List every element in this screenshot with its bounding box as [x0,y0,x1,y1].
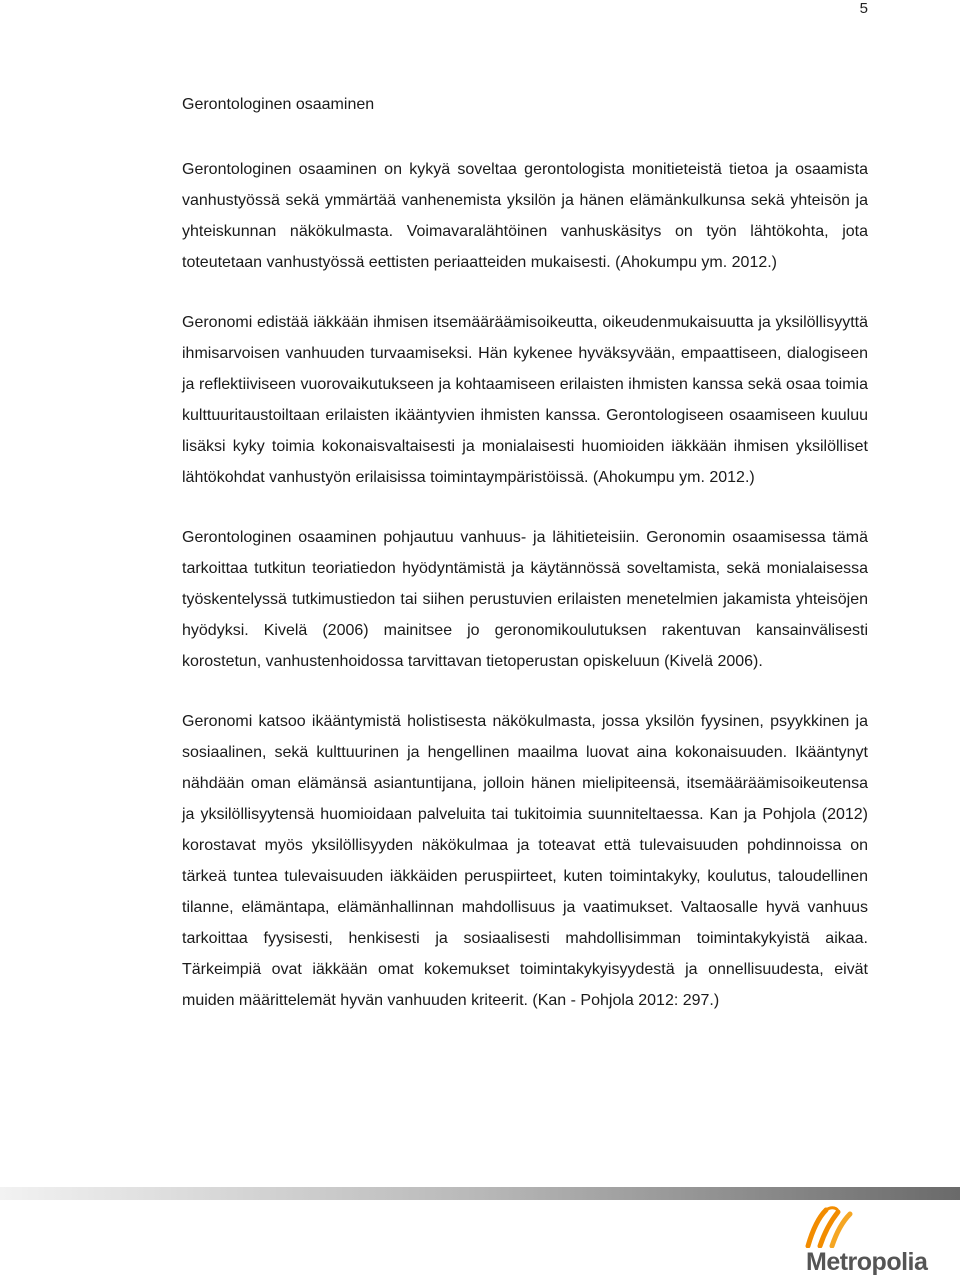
metropolia-swirl-icon [794,1204,874,1248]
paragraph-4: Geronomi katsoo ikääntymistä holistisesta näkökulmasta, jossa yksilön fyysinen, psyykkinen ja sosiaalinen, sekä kulttuurinen ja hengellinen maailma luovat aina kokonaisuuden. Ikääntynyt nähdään oman elämänsä asiantuntijana, jolloin hänen mielipiteensä, itsemääräämisoikeutensa ja yksilöllisyytensä huomioidaan palveluita tai tukitoimia suunniteltaessa. Kan ja Pohjola (2012) korostavat myös yksilöllisyyden näkökulmaa ja toteavat että tulevaisuuden pohdinnoissa on tärkeä tuntea tulevaisuuden iäkkäiden peruspiirteet, kuten toimintakyky, koulutus, taloudellinen tilanne, elämäntapa, elämänhallinnan mahdollisuus ja vaatimukset. Valtaosalle hyvä vanhuus tarkoittaa fyysisesti, henkisesti ja sosiaalisesti mahdollisimman toimintakykyistä aikaa. Tärkeimpiä ovat iäkkään omat kokemukset toimintakykyisyydestä ja onnellisuudesta, eivät muiden määrittelemät hyvän vanhuuden kriteerit. (Kan - Pohjola 2012: 297.) [182,713,868,1009]
section-heading: Gerontologinen osaaminen [182,96,375,113]
paragraph-1: Gerontologinen osaaminen on kykyä soveltaa gerontologista monitieteistä tietoa ja osaamista vanhustyössä sekä ymmärtää vanhenemista yksilön ja hänen elämänkulkunsa sekä yhteisön ja yhteiskunnan näkökulmasta. Voimavaralähtöinen vanhuskäsitys on työn lähtökohta, jota toteutetaan vanhustyössä eettisten periaatteiden mukaisesti. (Ahokumpu ym. 2012.) [182,161,868,271]
page-number: 5 [859,0,868,17]
paragraph-3: Gerontologinen osaaminen pohjautuu vanhuus- ja lähitieteisiin. Geronomin osaamisessa tämä tarkoittaa tutkitun teoriatiedon hyödyntämistä ja käytännössä soveltamista, sekä monialaisessa työskentelyssä tutkimustiedon tai siihen perustuvien erilaisten menetelmien jakamista yhteisöjen hyödyksi. Kivelä (2006) mainitsee jo geronomikoulutuksen rakentuvan kansainvälisesti korostetun, vanhustenhoidossa tarvittavan tietoperustan opiskeluun (Kivelä 2006). [182,529,868,670]
logo-wordmark: Metropolia [806,1248,928,1276]
metropolia-logo [794,1204,928,1276]
document-body [182,92,868,1045]
footer-gradient-bar [0,1187,960,1200]
paragraph-2: Geronomi edistää iäkkään ihmisen itsemääräämisoikeutta, oikeudenmukaisuutta ja yksilöllisyyttä ihmisarvoisen vanhuuden turvaamiseksi. Hän kykenee hyväksyvään, empaattiseen, dialogiseen ja reflektiiviseen vuorovaikutukseen ja kohtaamiseen erilaisten ihmisten kanssa sekä osaa toimia kulttuuritaustoiltaan erilaisten ikääntyvien ihmisten kanssa. Gerontologiseen osaamiseen kuuluu lisäksi kyky toimia kokonaisvaltaisesti ja monialaisesti huomioiden iäkkään ihmisen yksilölliset lähtökohdat vanhustyön erilaisissa toimintaympäristöissä. (Ahokumpu ym. 2012.) [182,314,868,486]
